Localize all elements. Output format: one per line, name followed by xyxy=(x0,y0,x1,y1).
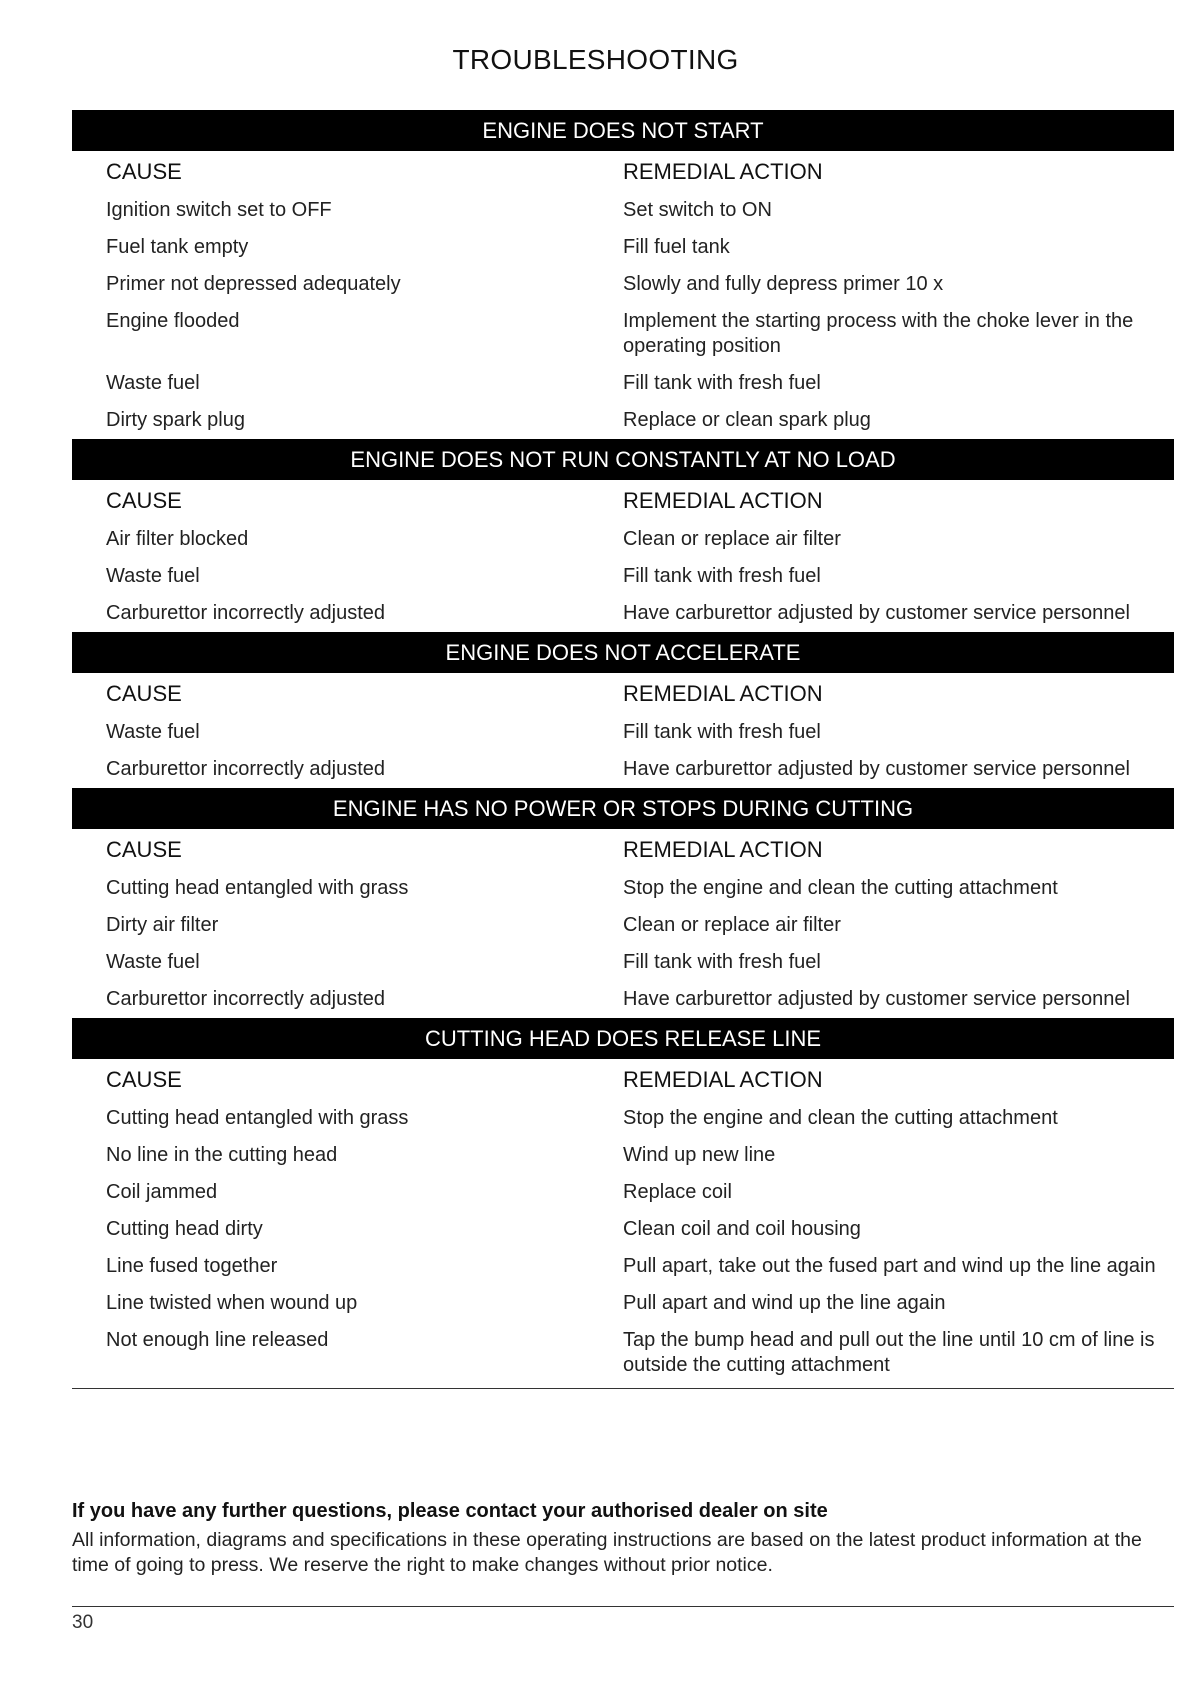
action-cell: Fill tank with fresh fuel xyxy=(623,372,821,394)
cause-cell: Carburettor incorrectly adjusted xyxy=(106,602,386,624)
contact-dealer-note: If you have any further questions, please contact your authorised dealer on site xyxy=(72,1500,828,1522)
table-row xyxy=(72,714,1174,751)
action-cell: Wind up new line xyxy=(623,1144,776,1166)
table-row xyxy=(72,751,1174,788)
action-cell: Pull apart, take out the fused part and wind up the line again xyxy=(623,1255,1156,1277)
page-title: TROUBLESHOOTING xyxy=(452,44,739,75)
table-row xyxy=(72,303,1174,365)
table-row xyxy=(72,944,1174,981)
section-header: ENGINE DOES NOT RUN CONSTANTLY AT NO LOAD xyxy=(72,439,1174,480)
cause-cell: Line twisted when wound up xyxy=(106,1292,358,1314)
troubleshooting-table xyxy=(72,110,1174,1389)
cause-cell: Waste fuel xyxy=(106,565,200,587)
table-row xyxy=(72,402,1174,439)
action-cell: Stop the engine and clean the cutting attachment xyxy=(623,877,1058,899)
cause-cell: Ignition switch set to OFF xyxy=(106,199,332,221)
troubleshooting-section xyxy=(72,110,1174,439)
troubleshooting-section xyxy=(72,632,1174,788)
cause-cell: Waste fuel xyxy=(106,372,200,394)
cause-column-header: CAUSE xyxy=(106,680,182,706)
action-cell: Replace coil xyxy=(623,1181,732,1203)
cause-cell: Coil jammed xyxy=(106,1181,218,1203)
cause-cell: Carburettor incorrectly adjusted xyxy=(106,758,386,780)
action-cell: Stop the engine and clean the cutting attachment xyxy=(623,1107,1058,1129)
troubleshooting-section xyxy=(72,1018,1174,1384)
page-number: 30 xyxy=(72,1612,94,1633)
table-end-divider xyxy=(72,1388,1174,1389)
table-row xyxy=(72,1285,1174,1322)
action-cell: Have carburettor adjusted by customer service personnel xyxy=(623,758,1130,780)
table-row xyxy=(72,521,1174,558)
action-column-header: REMEDIAL ACTION xyxy=(623,487,823,513)
action-cell: Fill tank with fresh fuel xyxy=(623,721,821,743)
action-cell: Replace or clean spark plug xyxy=(623,409,871,431)
cause-cell: Cutting head dirty xyxy=(106,1218,263,1240)
table-row xyxy=(72,1174,1174,1211)
action-cell: Have carburettor adjusted by customer service personnel xyxy=(623,602,1130,624)
troubleshooting-section xyxy=(72,439,1174,632)
cause-cell: Primer not depressed adequately xyxy=(106,273,401,295)
cause-cell: Not enough line released xyxy=(106,1329,329,1351)
cause-cell: Carburettor incorrectly adjusted xyxy=(106,988,386,1010)
table-row xyxy=(72,229,1174,266)
cause-column-header: CAUSE xyxy=(106,158,182,184)
action-cell: Clean or replace air filter xyxy=(623,914,841,936)
action-column-header: REMEDIAL ACTION xyxy=(623,158,823,184)
cause-cell: Fuel tank empty xyxy=(106,236,249,258)
action-cell: Slowly and fully depress primer 10 x xyxy=(623,273,944,295)
cause-cell: Engine flooded xyxy=(106,310,240,332)
cause-cell: Waste fuel xyxy=(106,951,200,973)
troubleshooting-section xyxy=(72,788,1174,1018)
cause-column-header: CAUSE xyxy=(106,836,182,862)
action-column-header: REMEDIAL ACTION xyxy=(623,836,823,862)
action-cell: Clean coil and coil housing xyxy=(623,1218,861,1240)
section-header: ENGINE DOES NOT ACCELERATE xyxy=(72,632,1174,673)
disclaimer-text: All information, diagrams and specifications in these operating instructions are based on the latest product information at the time of going to press. We reserve the right to make changes without prior notice. xyxy=(72,1529,1142,1576)
table-row xyxy=(72,558,1174,595)
column-headers xyxy=(72,480,1174,521)
action-cell: Have carburettor adjusted by customer service personnel xyxy=(623,988,1130,1010)
action-cell: Tap the bump head and pull out the line until 10 cm of line is outside the cutting attachment xyxy=(623,1329,1155,1376)
column-headers xyxy=(72,151,1174,192)
action-column-header: REMEDIAL ACTION xyxy=(623,1066,823,1092)
cause-cell: Dirty spark plug xyxy=(106,409,245,431)
cause-cell: Cutting head entangled with grass xyxy=(106,877,409,899)
section-header: ENGINE DOES NOT START xyxy=(72,110,1174,151)
cause-column-header: CAUSE xyxy=(106,1066,182,1092)
cause-cell: Waste fuel xyxy=(106,721,200,743)
cause-cell: No line in the cutting head xyxy=(106,1144,338,1166)
cause-cell: Dirty air filter xyxy=(106,914,219,936)
action-cell: Fill tank with fresh fuel xyxy=(623,951,821,973)
section-header: ENGINE HAS NO POWER OR STOPS DURING CUTTING xyxy=(72,788,1174,829)
table-row xyxy=(72,1322,1174,1384)
cause-cell: Air filter blocked xyxy=(106,528,249,550)
column-headers xyxy=(72,1059,1174,1100)
table-row xyxy=(72,266,1174,303)
cause-cell: Cutting head entangled with grass xyxy=(106,1107,409,1129)
action-cell: Fill fuel tank xyxy=(623,236,730,258)
table-row xyxy=(72,365,1174,402)
cause-column-header: CAUSE xyxy=(106,487,182,513)
table-row xyxy=(72,870,1174,907)
table-row xyxy=(72,1100,1174,1137)
table-row xyxy=(72,1248,1174,1285)
table-row xyxy=(72,192,1174,229)
column-headers xyxy=(72,673,1174,714)
table-row xyxy=(72,1137,1174,1174)
cause-cell: Line fused together xyxy=(106,1255,278,1277)
action-column-header: REMEDIAL ACTION xyxy=(623,680,823,706)
section-header: CUTTING HEAD DOES RELEASE LINE xyxy=(72,1018,1174,1059)
action-cell: Implement the starting process with the choke lever in the operating position xyxy=(623,310,1134,357)
table-row xyxy=(72,981,1174,1018)
footer-divider xyxy=(72,1606,1174,1607)
action-cell: Fill tank with fresh fuel xyxy=(623,565,821,587)
column-headers xyxy=(72,829,1174,870)
action-cell: Pull apart and wind up the line again xyxy=(623,1292,946,1314)
table-row xyxy=(72,907,1174,944)
action-cell: Set switch to ON xyxy=(623,199,772,221)
table-row xyxy=(72,595,1174,632)
table-row xyxy=(72,1211,1174,1248)
action-cell: Clean or replace air filter xyxy=(623,528,841,550)
